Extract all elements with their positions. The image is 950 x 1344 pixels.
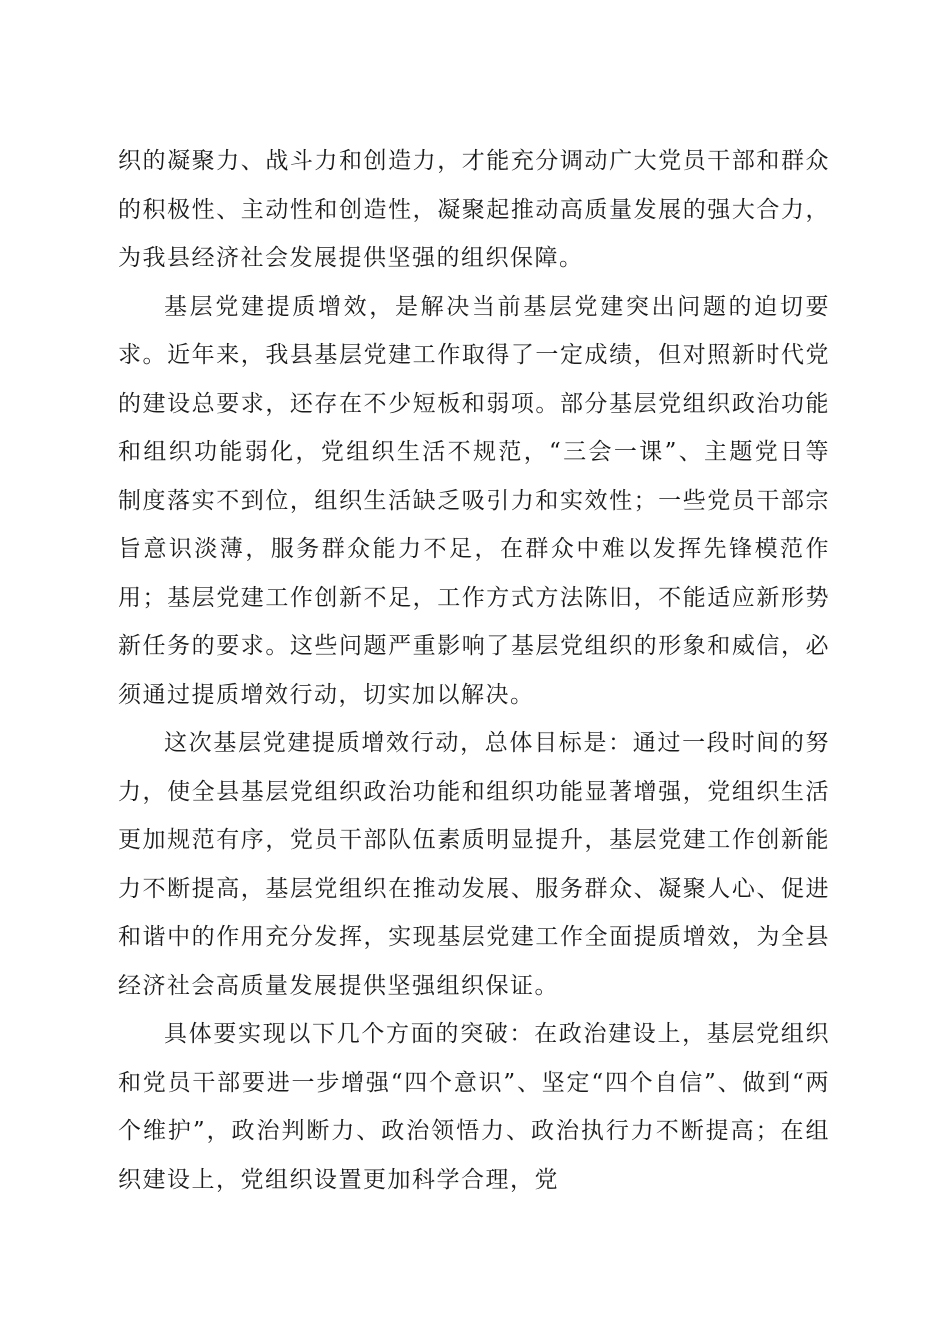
paragraph-3: 这次基层党建提质增效行动，总体目标是：通过一段时间的努力，使全县基层党组织政治功能和组织功能显著增强，党组织生活更加规范有序，党员干部队伍素质明显提升，基层党建工作创新能力不断提高，基层党组织在推动发展、服务群众、凝聚人心、促进和谐中的作用充分发挥，实现基层党建工作全面提质增效，为全县经济社会高质量发展提供坚强组织保证。 <box>118 730 830 999</box>
paragraph-2: 基层党建提质增效，是解决当前基层党建突出问题的迫切要求。近年来，我县基层党建工作取得了一定成绩，但对照新时代党的建设总要求，还存在不少短板和弱项。部分基层党组织政治功能和组织功能弱化，党组织生活不规范，“三会一课”、主题党日等制度落实不到位，组织生活缺乏吸引力和实效性；一些党员干部宗旨意识淡薄，服务群众能力不足，在群众中难以发挥先锋模范作用；基层党建工作创新不足，工作方式方法陈旧，不能适应新形势新任务的要求。这些问题严重影响了基层党组织的形象和威信，必须通过提质增效行动，切实加以解决。 <box>118 293 830 708</box>
paragraph-4: 具体要实现以下几个方面的突破：在政治建设上，基层党组织和党员干部要进一步增强“四个意识”、坚定“四个自信”、做到“两个维护”，政治判断力、政治领悟力、政治执行力不断提高；在组织建设上，党组织设置更加科学合理，党 <box>118 1021 830 1193</box>
document-body <box>118 137 830 1204</box>
paragraph-1: 织的凝聚力、战斗力和创造力，才能充分调动广大党员干部和群众的积极性、主动性和创造性，凝聚起推动高质量发展的强大合力，为我县经济社会发展提供坚强的组织保障。 <box>118 148 830 271</box>
